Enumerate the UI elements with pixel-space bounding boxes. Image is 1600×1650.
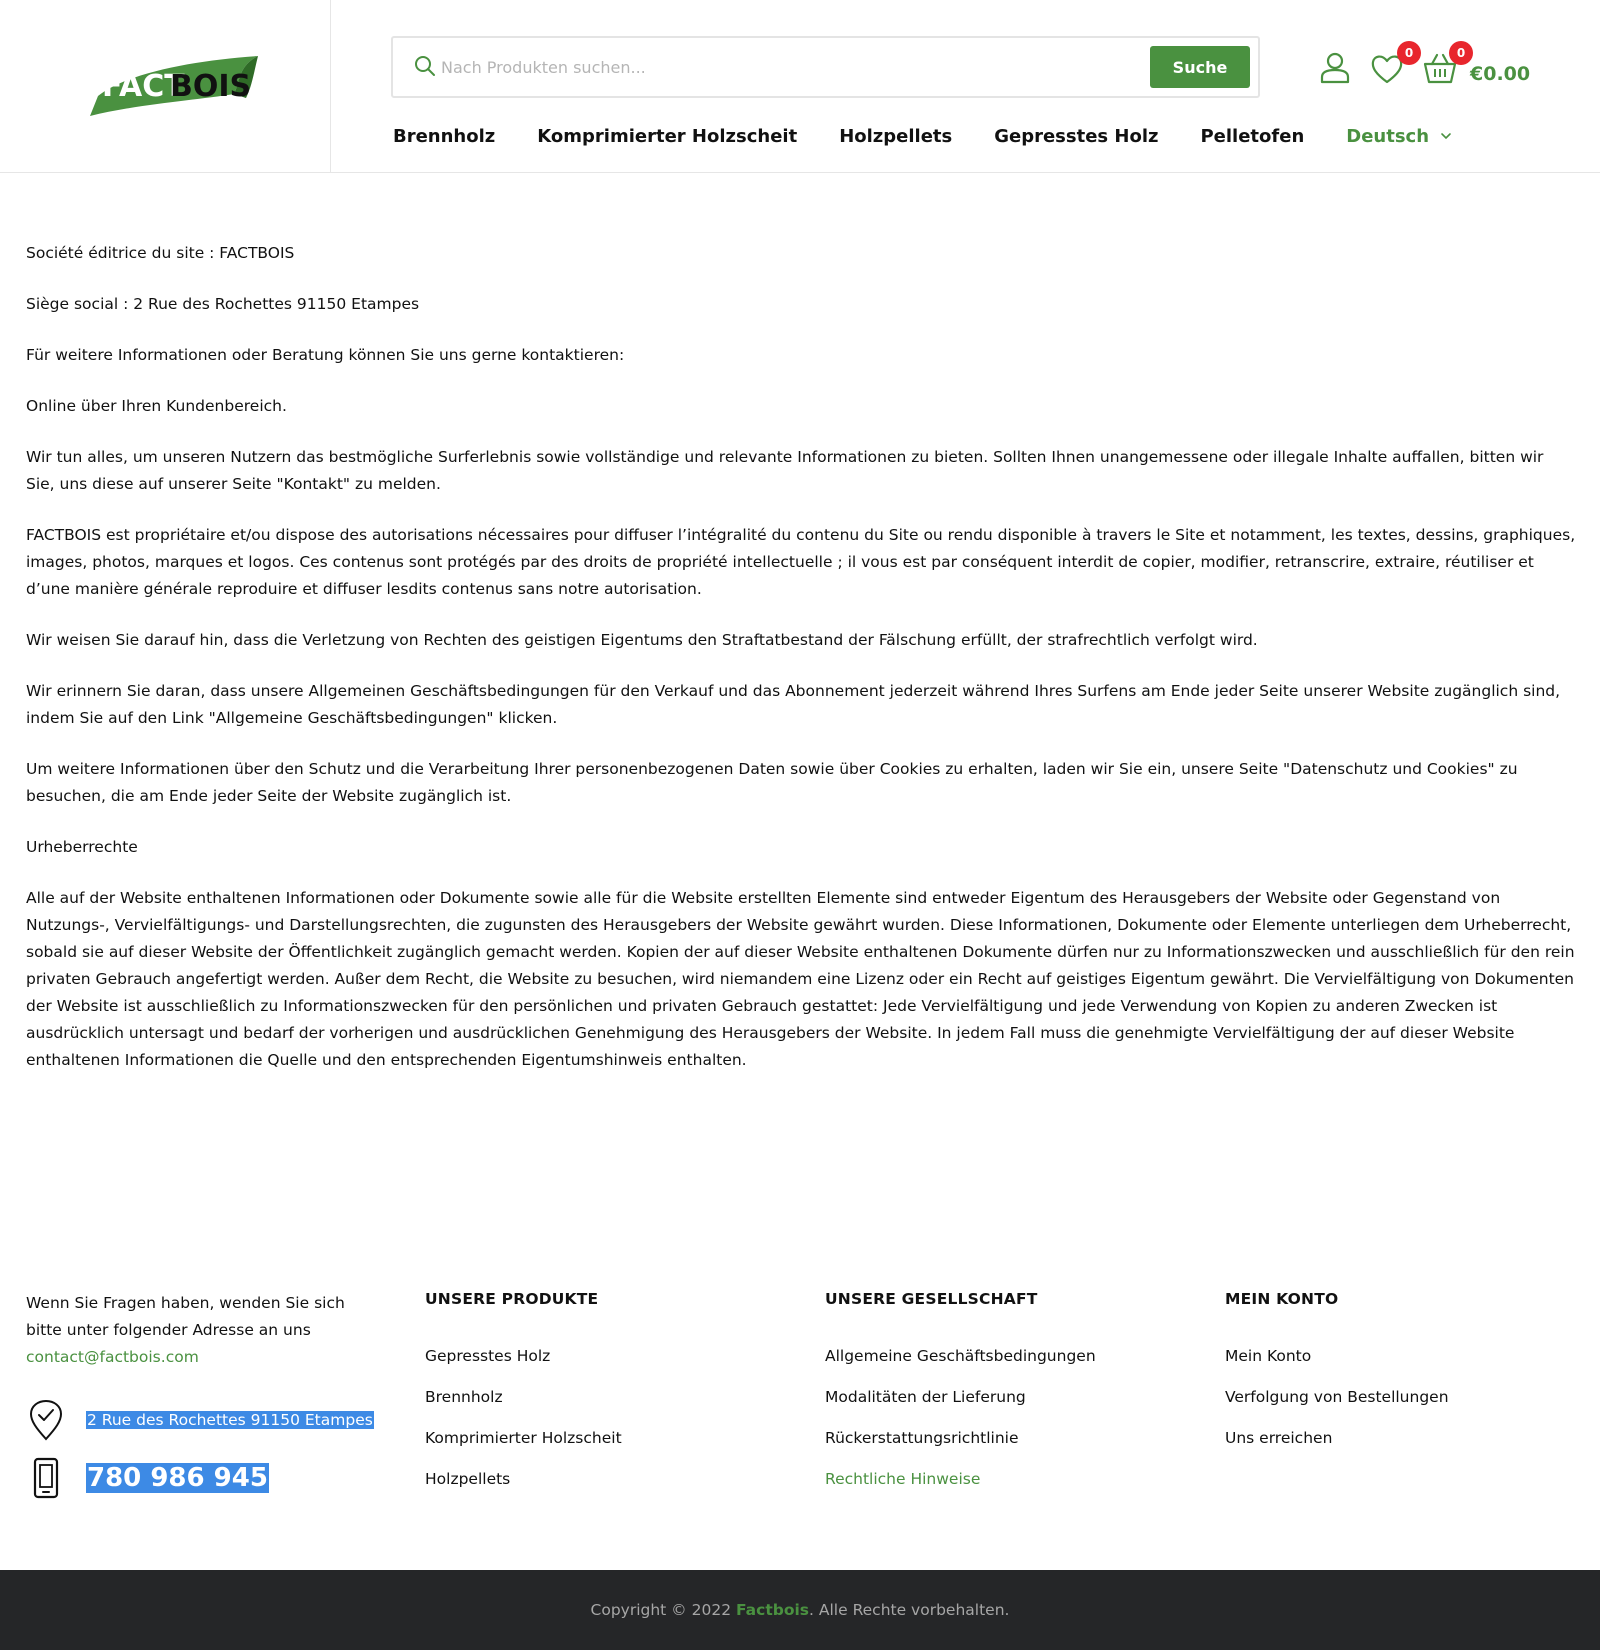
paragraph-copyright: Alle auf der Website enthaltenen Informationen oder Dokumente sowie alle für die Website erstellten Elemente sind entweder Eigentum des Herausgebers der Website oder Gegenstand von Nutzungs-, Vervielfältigungs- und Darstellungsrechten, die zugunsten des Herausgebers der Website gewährt wurden. Diese Informationen, Dokumente oder Elemente unterliegen dem Urheberrecht, sobald sie auf dieser Website der Öffentlichkeit zugänglich gemacht werden. Kopien der auf dieser Website enthaltenen Dokumente dürfen nur zu Informationszwecken und ausschließlich für den rein privaten Gebrauch angefertigt werden. Außer dem Recht, die Website zu besuchen, wird niemandem eine Lizenz oder ein Recht auf geistiges Eigentum gewährt. Die Vervielfältigung von Dokumenten der Website ist ausschließlich zu Informationszwecken für den persönlichen und privaten Gebrauch gestattet: Jede Vervielfältigung und jede Verwendung von Kopien zu anderen Zwecken ist ausdrücklich untersagt und bedarf der vorherigen und ausdrücklichen Genehmigung des Herausgebers der Website. In jedem Fall muss die genehmigte Vervielfältigung der auf dieser Website enthaltenen Informationen die Quelle und den entsprechenden Eigentumshinweis enthalten. [26,889,1575,1069]
paragraph-ownership: FACTBOIS est propriétaire et/ou dispose des autorisations nécessaires pour diffuser l’intégralité du contenu du Site ou rendu disponible à travers le Site et notamment, les textes, dessins, graphiques, images, photos, marques et logos. Ces contenus sont protégés par des droits de propriété intellectuelle ; il vous est par conséquent interdit de copier, modifier, retranscrire, extraire, réutiliser et d’une manière générale reproduire et diffuser lesdits contenus sans notre autorisation. [26,526,1576,598]
footer-email-link[interactable]: contact@factbois.com [26,1348,199,1366]
footer-link-kontakt[interactable]: Uns erreichen [1225,1429,1333,1447]
cart-total[interactable]: €0.00 [1470,63,1531,85]
search-input[interactable] [441,48,1141,86]
footer-intro: Wenn Sie Fragen haben, wenden Sie sich bitte unter folgender Adresse an uns [26,1294,345,1339]
footer-link-komprimierter-holzscheit[interactable]: Komprimierter Holzscheit [425,1429,622,1447]
paragraph-contact-intro: Für weitere Informationen oder Beratung können Sie uns gerne kontaktieren: [26,346,625,364]
paragraph-publisher: Société éditrice du site : FACTBOIS [26,244,295,262]
copyright-suffix: . Alle Rechte vorbehalten. [809,1601,1010,1619]
nav-item-pelletofen[interactable]: Pelletofen [1200,125,1305,147]
nav-item-gepresstes-holz[interactable]: Gepresstes Holz [994,125,1159,147]
footer-company-title: UNSERE GESELLSCHAFT [825,1290,1038,1308]
copyright-prefix: Copyright © 2022 [590,1601,732,1619]
logo-text-fact: FACT [102,69,185,104]
paragraph-head-office: Siège social : 2 Rue des Rochettes 91150 Etampes [26,295,420,313]
search-icon [413,54,437,78]
footer-link-rechtliche-hinweise[interactable]: Rechtliche Hinweise [825,1470,981,1488]
footer-link-mein-konto[interactable]: Mein Konto [1225,1347,1312,1365]
site-header [0,0,1600,173]
footer-products-title: UNSERE PRODUKTE [425,1290,599,1308]
footer-phone-line [26,1456,269,1500]
user-icon[interactable] [1318,50,1352,84]
footer-link-lieferung[interactable]: Modalitäten der Lieferung [825,1388,1026,1406]
legal-notice-content [26,240,1576,1098]
site-footer [0,1290,1600,1570]
copyright-bar [0,1570,1600,1650]
location-pin-icon [26,1398,66,1442]
footer-link-holzpellets[interactable]: Holzpellets [425,1470,511,1488]
copyright-brand-link[interactable]: Factbois [736,1601,810,1619]
search-button[interactable]: Suche [1150,46,1250,88]
footer-products-column [425,1290,622,1507]
footer-contact-column [26,1290,366,1371]
logo-cell [0,0,331,172]
footer-account-title: MEIN KONTO [1225,1290,1339,1308]
paragraph-customer-area: Online über Ihren Kundenbereich. [26,397,287,415]
footer-link-gepresstes-holz[interactable]: Gepresstes Holz [425,1347,551,1365]
nav-item-holzpellets[interactable]: Holzpellets [839,125,953,147]
footer-account-column [1225,1290,1449,1466]
footer-link-rueckerstattung[interactable]: Rückerstattungsrichtlinie [825,1429,1019,1447]
logo-text-bois: BOIS [170,69,252,104]
footer-link-agb[interactable]: Allgemeine Geschäftsbedingungen [825,1347,1096,1365]
chevron-down-icon[interactable] [1439,129,1453,143]
factbois-logo-icon [88,52,260,118]
footer-address-line [26,1398,374,1442]
main-nav [393,122,1453,150]
paragraph-infringement: Wir weisen Sie darauf hin, dass die Verletzung von Rechten des geistigen Eigentums den Straftatbestand der Fälschung erfüllt, der strafrechtlich verfolgt wird. [26,631,1258,649]
search-box [391,36,1260,98]
language-selector[interactable]: Deutsch [1346,125,1430,147]
paragraph-report-content: Wir tun alles, um unseren Nutzern das bestmögliche Surferlebnis sowie vollständige und relevante Informationen zu bieten. Sollten Ihnen unangemessene oder illegale Inhalte auffallen, bitten wir Sie, uns diese auf unserer Seite "Kontakt" zu melden. [26,448,1544,493]
heading-copyright: Urheberrechte [26,838,138,856]
footer-phone[interactable]: 780 986 945 [87,1463,268,1493]
cart-count-badge: 0 [1449,41,1473,65]
phone-icon [26,1456,66,1500]
footer-link-bestellverfolgung[interactable]: Verfolgung von Bestellungen [1225,1388,1449,1406]
footer-address: 2 Rue des Rochettes 91150 Etampes [87,1411,373,1429]
footer-link-brennholz[interactable]: Brennholz [425,1388,503,1406]
nav-item-brennholz[interactable]: Brennholz [393,125,496,147]
wishlist-count-badge: 0 [1397,41,1421,65]
footer-company-column [825,1290,1096,1507]
nav-item-komprimierter-holzscheit[interactable]: Komprimierter Holzscheit [537,125,798,147]
paragraph-privacy: Um weitere Informationen über den Schutz und die Verarbeitung Ihrer personenbezogenen Daten sowie über Cookies zu erhalten, laden wir Sie ein, unsere Seite "Datenschutz und Cookies" zu besuchen, die am Ende jeder Seite der Website zugänglich ist. [26,760,1518,805]
site-logo[interactable] [88,52,260,118]
paragraph-terms: Wir erinnern Sie daran, dass unsere Allgemeinen Geschäftsbedingungen für den Verkauf und das Abonnement jederzeit während Ihres Surfens am Ende jeder Seite unserer Website zugänglich sind, indem Sie auf den Link "Allgemeine Geschäftsbedingungen" klicken. [26,682,1561,727]
